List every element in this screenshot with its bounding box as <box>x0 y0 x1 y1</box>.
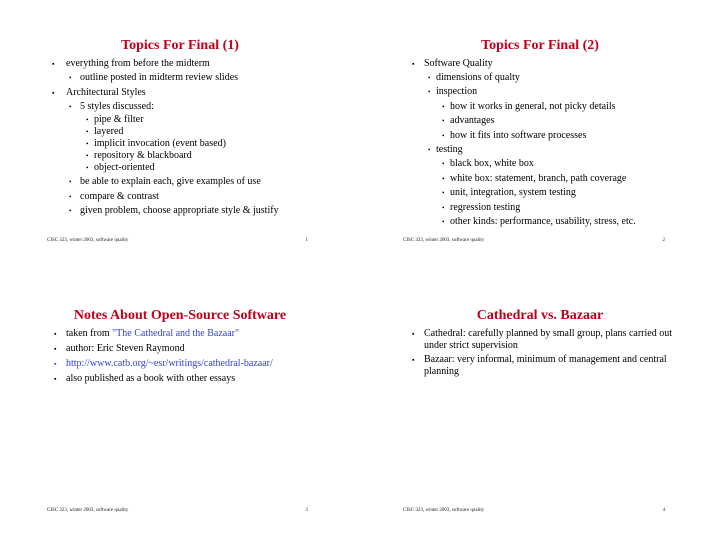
dot-bullet-icon: • <box>69 207 72 215</box>
dot-bullet-icon: • <box>442 117 445 125</box>
list-item: 5 styles discussed: <box>80 101 154 112</box>
square-bullet-icon: ▪ <box>54 345 57 353</box>
slide-footer: CISC 323, winter 2003, software quality <box>403 238 485 243</box>
square-bullet-icon: ▪ <box>52 60 55 68</box>
slide-4 <box>360 270 720 540</box>
square-bullet-icon: ▪ <box>412 356 415 364</box>
dot-bullet-icon: • <box>86 128 89 136</box>
dot-bullet-icon: • <box>428 74 431 82</box>
list-item: pipe & filter <box>94 114 144 125</box>
list-item: author: Eric Steven Raymond <box>66 343 185 354</box>
dot-bullet-icon: • <box>69 178 72 186</box>
page-number: 2 <box>662 238 665 243</box>
slide-3 <box>0 270 360 540</box>
dot-bullet-icon: • <box>86 164 89 172</box>
dot-bullet-icon: • <box>428 146 431 154</box>
list-item: everything from before the midterm <box>66 58 210 69</box>
list-item: advantages <box>450 115 495 126</box>
list-item: other kinds: performance, usability, stress, etc. <box>450 216 636 227</box>
source-link[interactable]: "The Cathedral and the Bazaar" <box>112 328 240 339</box>
list-item: how it works in general, not picky details <box>450 101 616 112</box>
list-item: Cathedral: carefully planned by small group, plans carried out under strict supervision <box>424 328 672 351</box>
slide-footer: CISC 323, winter 2003, software quality <box>47 238 129 243</box>
list-item: be able to explain each, give examples of use <box>80 176 261 187</box>
square-bullet-icon: ▪ <box>412 330 415 338</box>
square-bullet-icon: ▪ <box>54 375 57 383</box>
list-item: Bazaar: very informal, minimum of management and central planning <box>424 354 667 377</box>
list-item: testing <box>436 144 463 155</box>
slide-footer: CISC 323, winter 2003, software quality <box>47 508 129 513</box>
slide-2 <box>360 0 720 270</box>
square-bullet-icon: ▪ <box>52 89 55 97</box>
list-item: implicit invocation (event based) <box>94 138 226 149</box>
slide-title: Topics For Final (1) <box>121 38 239 53</box>
dot-bullet-icon: • <box>69 103 72 111</box>
dot-bullet-icon: • <box>442 218 445 226</box>
list-item: how it fits into software processes <box>450 130 587 141</box>
page-number: 3 <box>305 508 308 513</box>
slide-1 <box>0 0 360 270</box>
page-number: 1 <box>305 238 308 243</box>
dot-bullet-icon: • <box>86 152 89 160</box>
list-item: object-oriented <box>94 162 155 173</box>
slide-title: Cathedral vs. Bazaar <box>476 308 604 323</box>
dot-bullet-icon: • <box>442 132 445 140</box>
list-item-text: taken from <box>66 328 113 339</box>
list-item: inspection <box>436 86 478 97</box>
list-item: Software Quality <box>424 58 493 69</box>
list-item: compare & contrast <box>80 191 159 202</box>
list-item: white box: statement, branch, path coverage <box>450 173 627 184</box>
list-item: unit, integration, system testing <box>450 187 576 198</box>
list-item: also published as a book with other essays <box>66 373 236 384</box>
dot-bullet-icon: • <box>428 88 431 96</box>
dot-bullet-icon: • <box>86 116 89 124</box>
page-number: 4 <box>662 508 665 513</box>
slide-footer: CISC 323, winter 2003, software quality <box>403 508 485 513</box>
url-link[interactable]: http://www.catb.org/~esr/writings/cathedral-bazaar/ <box>66 358 273 369</box>
list-item: given problem, choose appropriate style & justify <box>80 205 279 216</box>
list-item: regression testing <box>450 202 521 213</box>
square-bullet-icon: ▪ <box>54 360 57 368</box>
list-item: black box, white box <box>450 158 534 169</box>
dot-bullet-icon: • <box>86 140 89 148</box>
list-item: outline posted in midterm review slides <box>80 72 239 83</box>
dot-bullet-icon: • <box>69 74 72 82</box>
square-bullet-icon: ▪ <box>54 330 57 338</box>
list-item: layered <box>94 126 124 137</box>
square-bullet-icon: ▪ <box>412 60 415 68</box>
dot-bullet-icon: • <box>442 103 445 111</box>
list-item <box>66 328 239 340</box>
dot-bullet-icon: • <box>442 160 445 168</box>
slide-title: Notes About Open-Source Software <box>73 308 287 323</box>
slide-title: Topics For Final (2) <box>481 38 599 53</box>
dot-bullet-icon: • <box>442 204 445 212</box>
dot-bullet-icon: • <box>442 175 445 183</box>
dot-bullet-icon: • <box>442 189 445 197</box>
list-item: repository & blackboard <box>94 150 192 161</box>
list-item: dimensions of qualty <box>436 72 520 83</box>
dot-bullet-icon: • <box>69 193 72 201</box>
list-item: Architectural Styles <box>66 87 146 98</box>
